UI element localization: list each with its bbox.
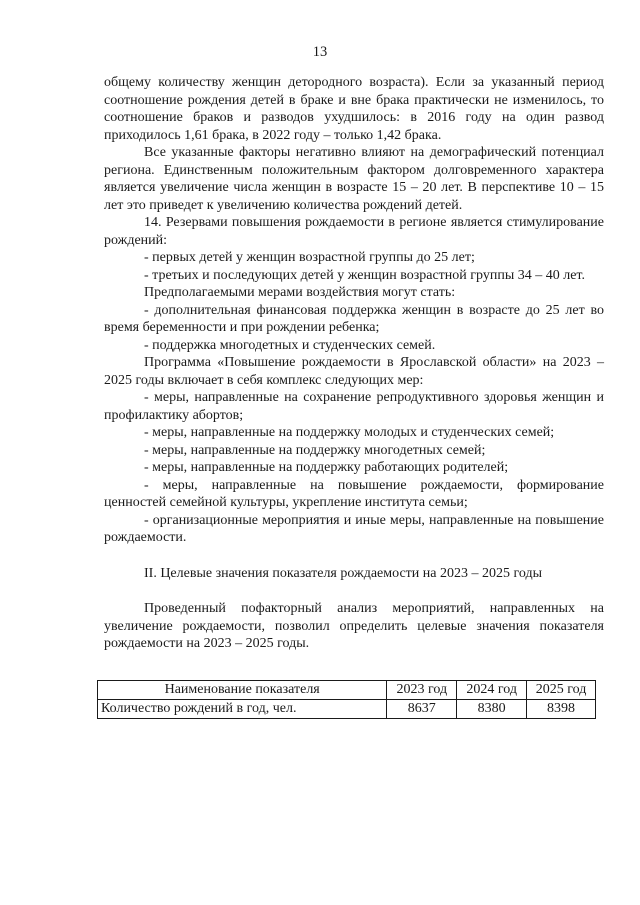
list-item: - организационные мероприятия и иные меры, направленные на повышение рождаемости.	[104, 512, 604, 545]
analysis-paragraph: Проведенный пофакторный анализ мероприятий, направленных на увеличение рождаемости, позволил определить целевые значения показателя рождаемости на 2023 – 2025 годы.	[104, 601, 604, 651]
paragraph: Все указанные факторы негативно влияют на демографический потенциал региона. Единственным положительным фактором долговременного характера является увеличение числа женщин в возрасте 15 – 20 лет. В перспективе 10 – 15 лет это приведет к увеличению количества рождений детей.	[104, 145, 604, 213]
indicator-name-cell: Количество рождений в год, чел.	[98, 700, 387, 719]
table-header-row	[98, 681, 596, 700]
indicators-table	[97, 680, 596, 719]
value-2023-cell: 8637	[387, 700, 457, 719]
column-header-2025: 2025 год	[527, 681, 596, 700]
list-item: - первых детей у женщин возрастной группы до 25 лет;	[144, 250, 475, 265]
paragraph: общему количеству женщин детородного возраста). Если за указанный период соотношение рождения детей в браке и вне брака практически не изменилось, то соотношение браков и разводов ухудшилось: в 2016 году на один развод приходилось 1,61 брака, в 2022 году – только 1,42 брака.	[104, 75, 604, 143]
list-item: - меры, направленные на повышение рождаемости, формирование ценностей семейной культуры, укрепление института семьи;	[104, 477, 604, 510]
column-header-2023: 2023 год	[387, 681, 457, 700]
list-item: - меры, направленные на сохранение репродуктивного здоровья женщин и профилактику абортов;	[104, 390, 604, 423]
list-item: - меры, направленные на поддержку работающих родителей;	[144, 460, 509, 475]
paragraph: 14. Резервами повышения рождаемости в регионе является стимулирование рождений:	[104, 215, 604, 248]
list-item: - дополнительная финансовая поддержка женщин в возрасте до 25 лет во время беременности и при рождении ребенка;	[104, 302, 604, 335]
table-row	[98, 700, 596, 719]
document-body	[104, 74, 604, 653]
list-item: - третьих и последующих детей у женщин возрастной группы 34 – 40 лет.	[144, 267, 585, 283]
list-item: - поддержка многодетных и студенческих семей.	[144, 337, 436, 353]
page-number: 13	[312, 44, 328, 60]
value-2024-cell: 8380	[457, 700, 527, 719]
section-heading: II. Целевые значения показателя рождаемости на 2023 – 2025 годы	[144, 565, 543, 581]
paragraph: Программа «Повышение рождаемости в Ярославской области» на 2023 – 2025 годы включает в себя комплекс следующих мер:	[104, 355, 604, 388]
list-item: - меры, направленные на поддержку молодых и студенческих семей;	[144, 425, 555, 440]
column-header-2024: 2024 год	[457, 681, 527, 700]
value-2025-cell: 8398	[527, 700, 596, 719]
paragraph: Предполагаемыми мерами воздействия могут стать:	[144, 285, 456, 300]
list-item: - меры, направленные на поддержку многодетных семей;	[144, 442, 486, 458]
column-header-indicator: Наименование показателя	[98, 681, 387, 700]
